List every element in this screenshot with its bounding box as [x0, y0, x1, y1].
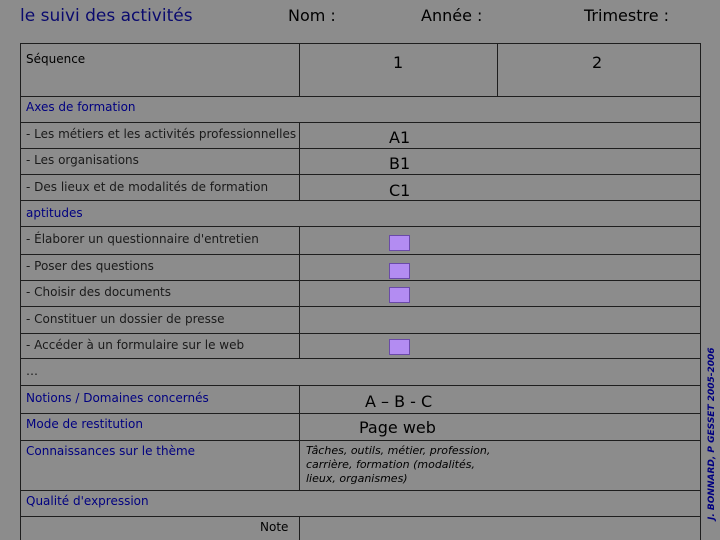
grid-line	[20, 490, 701, 491]
grid-line	[20, 200, 701, 201]
grid-line	[20, 333, 701, 334]
aptitude-item: - Accéder à un formulaire sur le web	[26, 338, 245, 352]
aptitude-item: - Constituer un dossier de presse	[26, 312, 225, 326]
axe-code: A1	[389, 128, 411, 147]
grid-vline	[299, 226, 300, 358]
side-credit: J. BONNARD, P GESSET 2005-2006	[707, 347, 717, 520]
sequence-col2: 2	[592, 53, 603, 72]
grid-line	[20, 385, 701, 386]
aptitude-checkbox[interactable]	[389, 339, 410, 355]
grid-line	[20, 43, 701, 44]
nom-label: Nom :	[288, 6, 336, 25]
aptitudes-ellipsis: …	[26, 364, 38, 378]
axe-code: B1	[389, 154, 411, 173]
grid-line	[20, 516, 701, 517]
aptitudes-label: aptitudes	[26, 206, 83, 220]
note-label: Note	[260, 520, 289, 534]
axe-item: - Les organisations	[26, 153, 139, 167]
aptitude-item: - Poser des questions	[26, 259, 154, 273]
grid-vline	[497, 43, 498, 96]
aptitude-checkbox[interactable]	[389, 235, 410, 251]
grid-line	[20, 96, 701, 97]
grid-line	[20, 254, 701, 255]
mode-value: Page web	[359, 418, 436, 437]
grid-line	[20, 122, 701, 123]
aptitude-checkbox[interactable]	[389, 263, 410, 279]
axes-label: Axes de formation	[26, 100, 136, 114]
axe-item: - Des lieux et de modalités de formation	[26, 180, 269, 194]
grid-line	[20, 280, 701, 281]
grid-line	[20, 148, 701, 149]
axe-code: C1	[389, 181, 411, 200]
grid-line	[20, 306, 701, 307]
annee-label: Année :	[421, 6, 483, 25]
page-title: le suivi des activités	[20, 6, 193, 26]
grid-vline	[299, 385, 300, 490]
notions-label: Notions / Domaines concernés	[26, 391, 209, 405]
grid-line	[20, 226, 701, 227]
connaissances-value: Tâches, outils, métier, profession, carrière, formation (modalités, lieux, organismes)	[306, 444, 491, 485]
mode-label: Mode de restitution	[26, 417, 143, 431]
grid-vline	[299, 122, 300, 200]
notions-value: A – B - C	[365, 392, 433, 411]
grid-vline	[299, 516, 300, 540]
grid-line	[20, 174, 701, 175]
grid-line	[20, 358, 701, 359]
grid-vline	[299, 43, 300, 96]
aptitude-item: - Élaborer un questionnaire d'entretien	[26, 232, 259, 246]
sequence-label: Séquence	[26, 52, 86, 66]
grid-line	[20, 440, 701, 441]
aptitude-item: - Choisir des documents	[26, 285, 172, 299]
qualite-label: Qualité d'expression	[26, 494, 149, 508]
grid-line	[20, 413, 701, 414]
trimestre-label: Trimestre :	[584, 6, 670, 25]
connaissances-label: Connaissances sur le thème	[26, 444, 196, 458]
aptitude-checkbox[interactable]	[389, 287, 410, 303]
sequence-col1: 1	[393, 53, 404, 72]
axe-item: - Les métiers et les activités professionnelles	[26, 127, 297, 141]
